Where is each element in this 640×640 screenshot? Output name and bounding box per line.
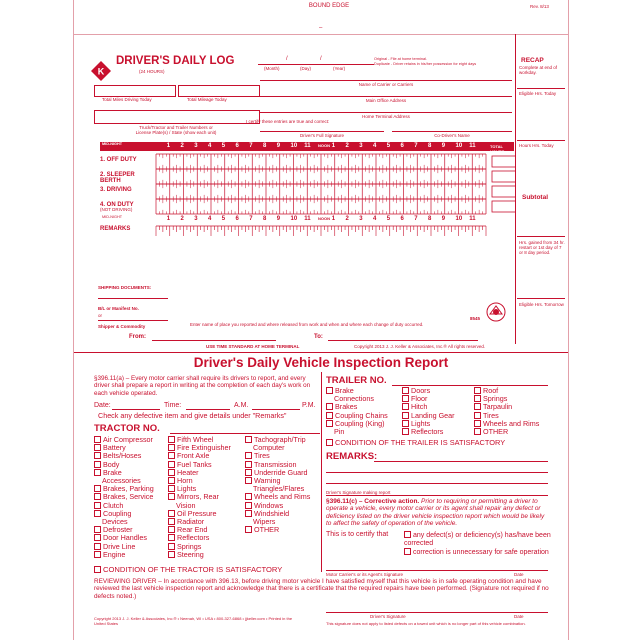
- trailer-check-label: Coupling (King): [335, 418, 385, 428]
- tractor-check-label: Clutch: [103, 500, 124, 510]
- tractor-check-label: OTHER: [254, 525, 280, 535]
- or-label: or: [98, 313, 103, 318]
- trailer-check-checkbox[interactable]: [474, 412, 481, 419]
- tractor-check-checkbox[interactable]: [94, 452, 101, 459]
- date-field[interactable]: [112, 409, 160, 410]
- defects-corrected-label: any defect(s) or deficiency(s) has/have been corrected: [404, 532, 551, 547]
- tractor-check-label: Springs: [177, 541, 202, 551]
- trailer-condition[interactable]: [326, 438, 505, 447]
- date-label: Date:: [94, 402, 111, 409]
- hour-label-bottom-4: 4: [208, 216, 212, 222]
- trailer-check-label: OTHER: [483, 427, 509, 437]
- driver-signature-line[interactable]: [260, 131, 384, 132]
- tractor-check-checkbox[interactable]: [168, 477, 175, 484]
- trailer-check-item[interactable]: [402, 387, 455, 395]
- check-any-note: Check any defective item and give details under "Remarks": [98, 411, 287, 420]
- log-sheet: BOUND EDGE Rev. 8/13 – K DRIVER'S DAILY LOG (24 HOURS) / / (Month) (Day) (Year) Original - File at home terminal. Duplicate - Driver retains in his/her possession for eight days Total Miles Driving Today Total Mileage Today Name of Carrier or Carriers Main Office Address Home Terminal Address Truck/Tractor and Trailer Numbers or License Plate(s) / State (show each unit) I certify these entries are true and correct: Driver's Full Signature Co-Driver's Name RECAP Complete at end of workday. Eligible Hrs. Today Hours Hrs. Today Subtotal Hrs. gained from 34 hr. restart or 1st day of 7 or 8 day period. Eligible Hrs. Tomorrow MID-NIGHT 1 2 3 4 5 6 7 8 9 10 11 NOON 1 2 3 4 5 6 7 8 9 10 11 TOTAL HOURS 1. OFF DUTY 2. SLEEPER BERTH 3. DRIVING 4. ON DUTY (NOT DRIVING) MID-NIGHT 1 2 3 4 5 6 7 8 9 10 11 NOON 1 2 3 4 5 6 7 8 9 10 11 REMARKS SHIPPING DOCUMENTS: B/L or Manifest No. or Shipper & Commodity Enter name of place you reported and where released from work and when and where each change of duty occurred. From: To: 8545 USE TIME STANDARD AT HOME TERMINAL Copyright 2013 J. J. Keller & Associates, Inc.® All rights reserved. Driver's Daily Vehicle Inspection Report §396.11(a) – Every motor carrier shall require its drivers to report, and every driver shall prepare a report in writing at the completion of each day's work on each vehicle operated. Date: Time: A.M. P.M. Check any defective item and give details under "Remarks" TRACTOR NO. Air Compressor Battery Belts/Hoses Body Brake Accessories Brakes, Parking Brakes, Service Clutch Coupling Devices Defroster Door Handles Drive Line Engine Fifth Wheel Fire Extinguisher Front Axle Fuel Tanks Heater Horn Lights Mirrors, Rear Vision Oil Pressure Radiator Rear End Reflectors Springs Steering Tachograph/Trip Computer Tires Transmission Underride Guard Warning Triangles/Flares Wheels and Rims Windows Windshield Wipers OTHER CONDITION OF THE TRACTOR IS SATISFACTORY TRAILER NO. Brake Connections Brakes Coupling Chains Coupling (King) Pin Doors Floor Hitch Landing Gear Lights Reflectors Roof Springs Tarpaulin Tires Wheels and Rims OTHER CONDITION OF THE TRAILER IS SATISFACTORY REMARKS: Driver's Signature making report §396.11(c) – Corrective action. Prior to requiring or permitting a driver to operate a vehicle, every motor carrier or its agent shall repair any defect or deficiency listed on the driver vehicle inspection report which would be likely to affect the safety of operation of the vehicle. This is to certify that any defect(s) or deficiency(s) has/have been corrected correction is unnecessary for safe operation Motor Carrier's or its Agent's Signature Date REVIEWING DRIVER – In accordance with 396.13, before driving motor vehicle I have satisfied myself that this vehicle is in safe operating condition and have reviewed the last vehicle inspection report and acknowledge that there is a certificate that the required repairs have been performed. (Signature not required if no defects noted.) Driver's Signature Date This signature does not apply to listed defects on a towed unit which is no longer part of this vehicle combination. Copyright 2013 J. J. Keller & Associates, Inc.® • Neenah, WI • USA • 800-327-6868 • jjkeller.com • Printed in the United States: [73, 0, 569, 640]
- tractor-check-checkbox[interactable]: [94, 485, 101, 492]
- tractor-check-label: Vision: [176, 500, 196, 510]
- tractor-col-2: [168, 436, 231, 559]
- trailer-check-label: Reflectors: [411, 427, 444, 437]
- total-miles-driving-label: Total Miles Driving Today: [102, 97, 152, 102]
- trailer-check-checkbox[interactable]: [326, 412, 333, 419]
- correction-unnecessary-label: correction is unnecessary for safe operation: [413, 549, 549, 556]
- duty-row-label-3: 3. DRIVING: [100, 187, 132, 193]
- tractor-check-label: Brakes, Parking: [103, 484, 154, 494]
- remarks-line-1[interactable]: [374, 461, 548, 462]
- shipping-line[interactable]: [98, 298, 168, 299]
- tractor-check-label: Engine: [103, 549, 126, 559]
- am-label: A.M.: [234, 402, 249, 409]
- motor-carrier-sig-label: Motor Carrier's or its Agent's Signature: [326, 572, 403, 577]
- tractor-check-label: Wipers: [253, 517, 276, 527]
- tractor-check-label: Rear End: [177, 525, 208, 535]
- midnight-label-bottom: MID-NIGHT: [102, 215, 123, 219]
- corrective-action: [326, 498, 551, 527]
- hour-label-16: 4: [373, 143, 377, 149]
- duty-row-label-2: 2. SLEEPER BERTH: [100, 172, 135, 184]
- time-field[interactable]: [186, 409, 230, 410]
- hours-today-label: Hours Hrs. Today: [519, 143, 554, 148]
- hour-label-bottom-2: 2: [180, 216, 184, 222]
- trailer-condition-checkbox[interactable]: [326, 439, 333, 446]
- daily-log-subtitle: (24 HOURS): [139, 69, 165, 74]
- trailer-check-checkbox[interactable]: [474, 428, 481, 435]
- tractor-check-label: Tachograph/Trip: [254, 435, 306, 444]
- svg-text:K: K: [97, 66, 105, 77]
- recap-title: RECAP: [521, 57, 544, 64]
- tractor-col-3: [245, 436, 310, 534]
- hour-label-17: 5: [386, 143, 391, 149]
- tractor-condition-label: CONDITION OF THE TRACTOR IS SATISFACTORY: [103, 565, 283, 574]
- hour-label-14: 2: [345, 143, 349, 149]
- bound-edge-label: BOUND EDGE: [308, 3, 350, 9]
- defects-corrected-option[interactable]: [404, 531, 554, 547]
- tractor-check-checkbox[interactable]: [94, 534, 101, 541]
- trailer-check-item[interactable]: [402, 395, 455, 403]
- tractor-check-label: Underride Guard: [254, 467, 308, 477]
- tractor-check-label: Oil Pressure: [177, 508, 217, 518]
- tractor-check-label: Steering: [177, 549, 204, 559]
- tractor-check-label: Tires: [254, 451, 270, 461]
- trailer-col-1: [326, 387, 388, 436]
- eligible-tomorrow-label: Eligible Hrs. Tomorrow: [519, 302, 564, 307]
- tractor-check-checkbox[interactable]: [168, 551, 175, 558]
- corrective-text: Prior to requiring or permitting a driver to operate a vehicle, every motor carrier or its agent shall repair any defect or deficiency listed on the driver vehicle inspection report which would be likely to affect the safety of operation of the vehicle.: [326, 498, 545, 527]
- hour-label-bottom-16: 4: [373, 216, 377, 222]
- hour-label-21: 9: [441, 143, 446, 149]
- tractor-check-label: Heater: [177, 467, 199, 477]
- revision-label: Rev. 8/13: [530, 4, 549, 9]
- motor-carrier-sig-line[interactable]: [326, 570, 548, 571]
- tractor-check-checkbox[interactable]: [168, 543, 175, 550]
- main-office-label: Main Office Address: [365, 98, 407, 103]
- trailer-check-checkbox[interactable]: [474, 387, 481, 394]
- trailer-check-checkbox[interactable]: [402, 395, 409, 402]
- top-rule: [74, 34, 568, 35]
- tractor-check-checkbox[interactable]: [245, 493, 252, 500]
- trailer-check-label: Landing Gear: [411, 410, 455, 420]
- hour-label-bottom-7: 7: [249, 216, 253, 222]
- hour-label-bottom-6: 6: [235, 216, 239, 222]
- tractor-check-checkbox[interactable]: [168, 452, 175, 459]
- trailer-check-checkbox[interactable]: [402, 403, 409, 410]
- shipping-documents-label: SHIPPING DOCUMENTS:: [98, 285, 152, 290]
- hour-label-12: NOON: [318, 143, 330, 148]
- trailer-check-label: Tires: [483, 410, 499, 420]
- correction-unnecessary-option[interactable]: [404, 548, 549, 556]
- reviewing-driver-statement: [94, 578, 554, 600]
- tractor-check-label: Fire Extinguisher: [177, 443, 231, 453]
- hour-label-4: 4: [208, 143, 212, 149]
- certify-that-label: This is to certify that: [326, 531, 389, 538]
- not-driving-label: (NOT DRIVING): [100, 207, 133, 212]
- tractor-check-label: Mirrors, Rear: [177, 492, 219, 502]
- trailer-check-checkbox[interactable]: [326, 403, 333, 410]
- inspection-intro: §396.11(a) – Every motor carrier shall require its drivers to report, and every driver shall prepare a report in writing at the completion of each day's work on each vehicle operated.: [94, 375, 311, 397]
- hour-label-18: 6: [400, 143, 404, 149]
- tractor-check-label: Drive Line: [103, 541, 136, 551]
- trailer-check-label: Tarpaulin: [483, 402, 513, 412]
- date-time-row: [94, 402, 322, 411]
- truck-numbers-label: Truck/Tractor and Trailer Numbers or: [139, 125, 213, 130]
- driver-sig-making-label: Driver's Signature making report: [326, 490, 391, 495]
- hour-label-bottom-14: 2: [345, 216, 349, 222]
- trailer-check-item[interactable]: [474, 428, 539, 436]
- remarks-line-4[interactable]: [326, 495, 548, 496]
- trailer-condition-label: CONDITION OF THE TRAILER IS SATISFACTORY: [335, 438, 506, 447]
- co-driver-label: Co-Driver's Name: [434, 133, 470, 138]
- tractor-check-checkbox[interactable]: [168, 493, 175, 500]
- trailer-check-label: Lights: [411, 418, 431, 428]
- top-dash: –: [319, 25, 323, 31]
- tractor-check-item[interactable]: [168, 551, 231, 559]
- hour-label-20: 8: [428, 143, 432, 149]
- corrective-section-label: §396.11(c) – Corrective action.: [326, 498, 420, 505]
- duty-row-label-4: 4. ON DUTY: [100, 202, 134, 208]
- remarks-line-2[interactable]: [326, 472, 548, 473]
- tractor-check-label: Fifth Wheel: [177, 435, 214, 444]
- trailer-remarks-label: REMARKS:: [326, 451, 378, 462]
- trailer-check-checkbox[interactable]: [402, 412, 409, 419]
- tractor-condition-checkbox[interactable]: [94, 566, 101, 573]
- remarks-label: REMARKS: [100, 226, 131, 232]
- section-divider: [74, 352, 568, 353]
- log-copyright: Copyright 2013 J. J. Keller & Associates, Inc.® All rights reserved.: [354, 344, 486, 349]
- time-label: Time:: [164, 402, 182, 409]
- trailer-check-label: Connections: [334, 394, 374, 404]
- tractor-check-checkbox[interactable]: [168, 485, 175, 492]
- tractor-check-label: Brakes, Service: [103, 492, 154, 502]
- tractor-check-checkbox[interactable]: [245, 461, 252, 468]
- home-terminal-label: Home Terminal Address: [362, 114, 410, 119]
- hour-label-bottom-22: 10: [455, 216, 463, 222]
- tractor-check-label: Belts/Hoses: [103, 451, 142, 461]
- eligible-today-label: Eligible Hrs. Today: [519, 91, 557, 96]
- hour-label-bottom-18: 6: [400, 216, 404, 222]
- tractor-check-label: Defroster: [103, 525, 133, 535]
- home-terminal-line[interactable]: [260, 112, 512, 113]
- hour-label-8: 8: [263, 143, 267, 149]
- hour-label-bottom-17: 5: [386, 216, 391, 222]
- driver-sig-date-label: Date: [514, 614, 524, 619]
- trailer-check-checkbox[interactable]: [474, 420, 481, 427]
- hour-label-bottom-20: 8: [428, 216, 432, 222]
- tractor-check-checkbox[interactable]: [168, 461, 175, 468]
- motor-carrier-date-label: Date: [514, 572, 524, 577]
- tractor-check-checkbox[interactable]: [245, 510, 252, 517]
- tractor-check-checkbox[interactable]: [168, 526, 175, 533]
- tractor-check-label: Windshield: [254, 508, 290, 518]
- day-label: (Day): [300, 66, 311, 71]
- certify-label: I certify these entries are true and correct:: [246, 119, 330, 124]
- tractor-check-label: Coupling: [103, 508, 132, 518]
- co-driver-line[interactable]: [392, 131, 512, 132]
- trailer-check-label: Coupling Chains: [335, 410, 388, 420]
- hour-label-bottom-8: 8: [263, 216, 267, 222]
- trailer-check-item: [326, 428, 388, 436]
- tractor-check-label: Front Axle: [177, 451, 210, 461]
- hour-label-bottom-15: 3: [359, 216, 363, 222]
- tractor-check-item[interactable]: [245, 526, 310, 534]
- trailer-check-item[interactable]: [402, 428, 455, 436]
- tractor-check-checkbox[interactable]: [94, 469, 101, 476]
- trailer-check-checkbox[interactable]: [474, 403, 481, 410]
- tractor-check-label: Wheels and Rims: [254, 492, 311, 502]
- tractor-check-label: Horn: [177, 476, 193, 486]
- trailer-no-label: TRAILER NO.: [326, 375, 387, 386]
- recap-line-1: [517, 88, 565, 89]
- trailer-col-2: [402, 387, 455, 436]
- original-note: Original - File at home terminal.: [374, 57, 427, 61]
- recap-complete-note: Complete at end of workday.: [519, 65, 558, 75]
- trailer-check-label: Hitch: [411, 402, 428, 412]
- recap-line-2: [517, 140, 565, 141]
- hour-label-5: 5: [221, 143, 226, 149]
- tractor-check-checkbox[interactable]: [94, 444, 101, 451]
- recycle-seal-icon: [485, 302, 507, 322]
- total-mileage-field[interactable]: [178, 85, 260, 97]
- driver-sig-line[interactable]: [326, 612, 548, 613]
- hour-label-1: 1: [166, 143, 171, 149]
- hour-label-23: 11: [469, 143, 476, 149]
- form-number: 8545: [470, 316, 481, 321]
- to-label: To:: [314, 334, 323, 340]
- tractor-check-label: Air Compressor: [103, 435, 153, 444]
- shipper-commodity-label: Shipper & Commodity: [98, 324, 146, 329]
- tractor-check-checkbox[interactable]: [94, 526, 101, 533]
- trailer-check-label: Brakes: [335, 402, 358, 412]
- footer-note: This signature does not apply to listed defects on a towed unit which is no longer part of this vehicle combination.: [326, 621, 526, 626]
- tractor-check-label: Fuel Tanks: [177, 459, 212, 469]
- trailer-col-3: [474, 387, 539, 436]
- tractor-check-checkbox[interactable]: [94, 543, 101, 550]
- tractor-check-checkbox[interactable]: [245, 477, 252, 484]
- trailer-check-checkbox[interactable]: [402, 420, 409, 427]
- hour-label-10: 10: [290, 143, 298, 149]
- carrier-line[interactable]: [260, 80, 512, 81]
- tractor-check-item[interactable]: [94, 551, 154, 559]
- hour-label-bottom-1: 1: [166, 216, 171, 222]
- tractor-no-field[interactable]: [170, 433, 320, 434]
- midnight-label: MID-NIGHT: [102, 142, 123, 146]
- hour-label-bottom-5: 5: [221, 216, 226, 222]
- month-label: (Month): [264, 66, 280, 71]
- tractor-check-checkbox[interactable]: [94, 551, 101, 558]
- remarks-tick-strip: [74, 224, 515, 238]
- date-line[interactable]: [258, 64, 374, 65]
- tractor-check-checkbox[interactable]: [168, 469, 175, 476]
- inspection-divider: [321, 372, 322, 572]
- tractor-check-label: Triangles/Flares: [253, 484, 305, 494]
- tractor-check-label: Reflectors: [177, 533, 210, 543]
- hrs-gained-label: Hrs. gained from 34 hr. restart or 1st day of 7 or 8 day period.: [519, 240, 565, 255]
- trailer-check-label: Doors: [411, 386, 431, 395]
- recap-divider: [515, 34, 516, 344]
- pm-label: P.M.: [302, 402, 316, 409]
- total-miles-driving-field[interactable]: [94, 85, 176, 97]
- total-hours-box-1[interactable]: [492, 156, 515, 167]
- total-mileage-label: Total Mileage Today: [187, 97, 227, 102]
- hour-footer-bar: [100, 215, 514, 224]
- tractor-check-label: Radiator: [177, 517, 205, 527]
- tractor-check-label: Body: [103, 459, 120, 469]
- driver-signature-label: Driver's Full Signature: [299, 133, 345, 138]
- remarks-ticks-svg: [74, 224, 515, 238]
- duplicate-note: Duplicate - Driver retains in his/her possession for eight days: [374, 62, 477, 66]
- tractor-check-checkbox[interactable]: [168, 436, 175, 443]
- subtotal-label: Subtotal: [522, 194, 548, 201]
- trailer-check-checkbox[interactable]: [326, 387, 333, 394]
- tractor-check-checkbox[interactable]: [168, 510, 175, 517]
- tractor-check-label: Accessories: [102, 476, 141, 486]
- from-line[interactable]: [152, 340, 276, 341]
- tractor-check-checkbox[interactable]: [94, 510, 101, 517]
- tractor-check-label: Windows: [254, 500, 284, 510]
- hour-label-19: 7: [414, 143, 418, 149]
- trailer-check-label: Pin: [334, 427, 345, 437]
- tractor-check-checkbox[interactable]: [94, 436, 101, 443]
- trailer-check-checkbox[interactable]: [326, 420, 333, 427]
- main-office-line[interactable]: [260, 96, 512, 97]
- license-plates-label: License Plate(s) / State (show each unit): [135, 130, 217, 135]
- enter-name-note: Enter name of place you reported and where released from work and when and where each change of duty occurred.: [190, 322, 424, 327]
- remarks-line-3[interactable]: [326, 483, 548, 484]
- tractor-check-label: Computer: [253, 443, 285, 453]
- tractor-condition[interactable]: [94, 565, 282, 574]
- trailer-check-checkbox[interactable]: [402, 428, 409, 435]
- tractor-check-checkbox[interactable]: [94, 493, 101, 500]
- tractor-check-label: Warning: [254, 476, 281, 486]
- daily-log-title: DRIVER'S DAILY LOG: [116, 55, 235, 67]
- bl-manifest-label: B/L or Manifest No.: [98, 306, 139, 311]
- hour-label-bottom-12: NOON: [318, 216, 330, 221]
- trailer-check-label: Roof: [483, 386, 499, 395]
- hour-label-bottom-21: 9: [441, 216, 446, 222]
- hour-label-15: 3: [359, 143, 363, 149]
- driver-sig-label: Driver's Signature: [370, 614, 406, 619]
- tractor-check-checkbox[interactable]: [245, 502, 252, 509]
- hour-label-7: 7: [249, 143, 253, 149]
- hour-header-bar: [100, 142, 514, 154]
- total-hours-box-2[interactable]: [492, 171, 515, 182]
- defects-corrected-checkbox[interactable]: [404, 531, 411, 538]
- tractor-no-label: TRACTOR NO.: [94, 423, 160, 434]
- tractor-check-label: Brake: [103, 467, 122, 477]
- tractor-check-checkbox[interactable]: [168, 518, 175, 525]
- carrier-label: Name of Carrier or Carriers: [358, 82, 414, 87]
- tractor-check-checkbox[interactable]: [94, 461, 101, 468]
- tractor-check-label: Devices: [102, 517, 128, 527]
- hour-label-11: 11: [304, 143, 311, 149]
- total-hours-box-3[interactable]: [492, 186, 515, 197]
- to-line[interactable]: [328, 340, 478, 341]
- hour-label-bottom-10: 10: [290, 216, 298, 222]
- hour-label-bottom-13: 1: [331, 216, 336, 222]
- use-time-standard: USE TIME STANDARD AT HOME TERMINAL: [206, 344, 300, 349]
- tractor-check-label: Door Handles: [103, 533, 147, 543]
- duty-row-label-1: 1. OFF DUTY: [100, 157, 137, 163]
- tractor-check-checkbox[interactable]: [94, 502, 101, 509]
- reviewing-driver-label: REVIEWING DRIVER –: [94, 578, 162, 585]
- hour-label-bottom-3: 3: [194, 216, 198, 222]
- tractor-check-checkbox[interactable]: [245, 526, 252, 533]
- from-label: From:: [129, 334, 146, 340]
- trailer-check-checkbox[interactable]: [402, 387, 409, 394]
- tractor-col-1: [94, 436, 154, 559]
- hour-label-bottom-11: 11: [304, 216, 311, 222]
- truck-numbers-field[interactable]: [94, 110, 260, 124]
- tractor-check-checkbox[interactable]: [245, 436, 252, 443]
- hour-label-22: 10: [455, 143, 463, 149]
- keller-logo-icon: [90, 60, 112, 82]
- recap-line-4: [517, 298, 565, 299]
- hour-label-2: 2: [180, 143, 184, 149]
- hour-label-13: 1: [331, 143, 336, 149]
- trailer-check-label: Wheels and Rims: [483, 418, 540, 428]
- hour-label-bottom-9: 9: [276, 216, 281, 222]
- inspection-title: Driver's Daily Vehicle Inspection Report: [193, 355, 449, 370]
- tractor-check-checkbox[interactable]: [168, 444, 175, 451]
- inspection-copyright: Copyright 2013 J. J. Keller & Associates, Inc.® • Neenah, WI • USA • 800-327-6868 • jjkeller.com • Printed in the United States: [94, 616, 293, 626]
- hour-label-3: 3: [194, 143, 198, 149]
- correction-unnecessary-checkbox[interactable]: [404, 548, 411, 555]
- manifest-line[interactable]: [98, 320, 168, 321]
- total-hours-box-4[interactable]: [492, 201, 515, 212]
- hour-label-bottom-23: 11: [469, 216, 476, 222]
- trailer-check-label: Springs: [483, 394, 508, 404]
- tractor-check-checkbox[interactable]: [245, 469, 252, 476]
- duty-status-grid[interactable]: [74, 152, 515, 222]
- trailer-check-label: Floor: [411, 394, 428, 404]
- hour-label-bottom-19: 7: [414, 216, 418, 222]
- am-pm-field[interactable]: [252, 409, 300, 410]
- hour-label-9: 9: [276, 143, 281, 149]
- tractor-check-label: Transmission: [254, 459, 297, 469]
- hour-label-6: 6: [235, 143, 239, 149]
- trailer-check-checkbox[interactable]: [474, 395, 481, 402]
- trailer-check-label: Brake: [335, 386, 354, 395]
- tractor-check-checkbox[interactable]: [168, 534, 175, 541]
- tractor-check-checkbox[interactable]: [245, 452, 252, 459]
- tractor-check-label: Battery: [103, 443, 126, 453]
- tractor-check-label: Lights: [177, 484, 197, 494]
- total-hours-label: TOTAL HOURS: [490, 144, 505, 154]
- recap-line-3: [517, 236, 565, 237]
- year-label: (Year): [333, 66, 346, 71]
- reviewing-driver-text: In accordance with 396.13, before driving motor vehicle I have satisfied myself that this vehicle is in safe operating condition and have reviewed the last vehicle inspection report and acknowledge that there is a certificate that the required repairs have been performed. (Signature not required if no defects noted.): [94, 578, 549, 600]
